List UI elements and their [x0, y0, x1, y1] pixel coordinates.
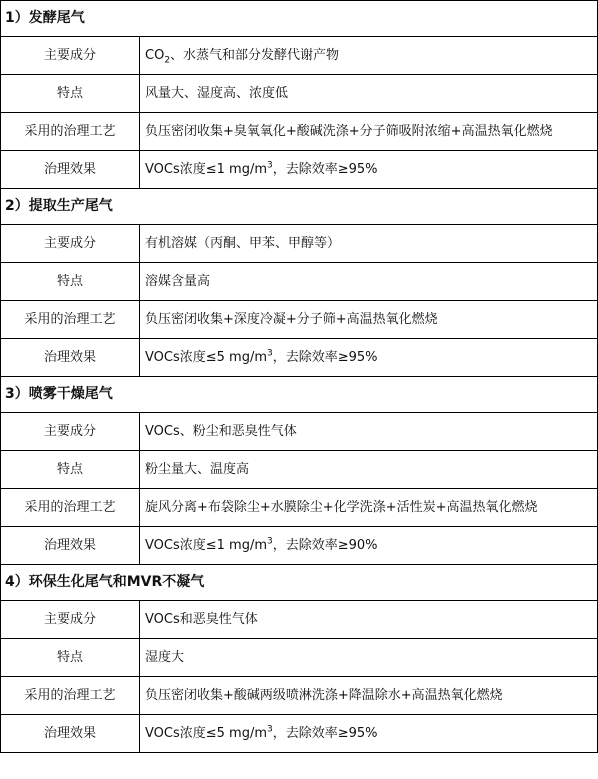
table-row — [1, 301, 598, 339]
section-header-fermentation — [1, 1, 598, 37]
table-row — [1, 37, 598, 75]
table-row — [1, 715, 598, 753]
table-row — [1, 339, 598, 377]
effect-value: VOCs浓度≤5 $mg/m^3$，去除效率≥95% — [140, 715, 598, 753]
section-header-extraction — [1, 189, 598, 225]
components-value: VOCs、粉尘和恶臭性气体 — [140, 413, 598, 451]
components-label: 主要成分 — [1, 225, 140, 263]
effect-label: 治理效果 — [1, 151, 140, 189]
process-value: 负压密闭收集+酸碱两级喷淋洗涤+降温除水+高温热氧化燃烧 — [140, 677, 598, 715]
effect-label: 治理效果 — [1, 715, 140, 753]
features-value: 风量大、湿度高、浓度低 — [140, 75, 598, 113]
table-row — [1, 677, 598, 715]
effect-value: VOCs浓度≤5 $mg/m^3$，去除效率≥95% — [140, 339, 598, 377]
components-value: $CO_2$、水蒸气和部分发酵代谢产物 — [140, 37, 598, 75]
table-row — [1, 527, 598, 565]
features-value: 粉尘量大、温度高 — [140, 451, 598, 489]
table-row — [1, 75, 598, 113]
features-value: 溶媒含量高 — [140, 263, 598, 301]
section-header-spray-drying — [1, 377, 598, 413]
components-label: 主要成分 — [1, 413, 140, 451]
components-label: 主要成分 — [1, 601, 140, 639]
table-row — [1, 601, 598, 639]
process-value: 负压密闭收集+臭氧氧化+酸碱洗涤+分子筛吸附浓缩+高温热氧化燃烧 — [140, 113, 598, 151]
table-row — [1, 225, 598, 263]
components-label: 主要成分 — [1, 37, 140, 75]
process-label: 采用的治理工艺 — [1, 677, 140, 715]
table-row — [1, 639, 598, 677]
effect-label: 治理效果 — [1, 527, 140, 565]
features-label: 特点 — [1, 75, 140, 113]
process-label: 采用的治理工艺 — [1, 301, 140, 339]
features-value: 湿度大 — [140, 639, 598, 677]
process-label: 采用的治理工艺 — [1, 113, 140, 151]
table-row — [1, 151, 598, 189]
section-title: 4）环保生化尾气和MVR不凝气 — [1, 565, 598, 601]
process-value: 负压密闭收集+深度冷凝+分子筛+高温热氧化燃烧 — [140, 301, 598, 339]
table-row — [1, 113, 598, 151]
process-value: 旋风分离+布袋除尘+水膜除尘+化学洗涤+活性炭+高温热氧化燃烧 — [140, 489, 598, 527]
table-row — [1, 451, 598, 489]
effect-label: 治理效果 — [1, 339, 140, 377]
features-label: 特点 — [1, 263, 140, 301]
section-header-biochemical-mvr — [1, 565, 598, 601]
features-label: 特点 — [1, 451, 140, 489]
section-title: 2）提取生产尾气 — [1, 189, 598, 225]
effect-value: VOCs浓度≤1 $mg/m^3$，去除效率≥90% — [140, 527, 598, 565]
section-title: 1）发酵尾气 — [1, 1, 598, 37]
section-title: 3）喷雾干燥尾气 — [1, 377, 598, 413]
features-label: 特点 — [1, 639, 140, 677]
effect-value: VOCs浓度≤1 $mg/m^3$，去除效率≥95% — [140, 151, 598, 189]
table-row — [1, 489, 598, 527]
process-label: 采用的治理工艺 — [1, 489, 140, 527]
components-value: 有机溶媒（丙酮、甲苯、甲醇等） — [140, 225, 598, 263]
components-value: VOCs和恶臭性气体 — [140, 601, 598, 639]
table-row — [1, 413, 598, 451]
table-row — [1, 263, 598, 301]
